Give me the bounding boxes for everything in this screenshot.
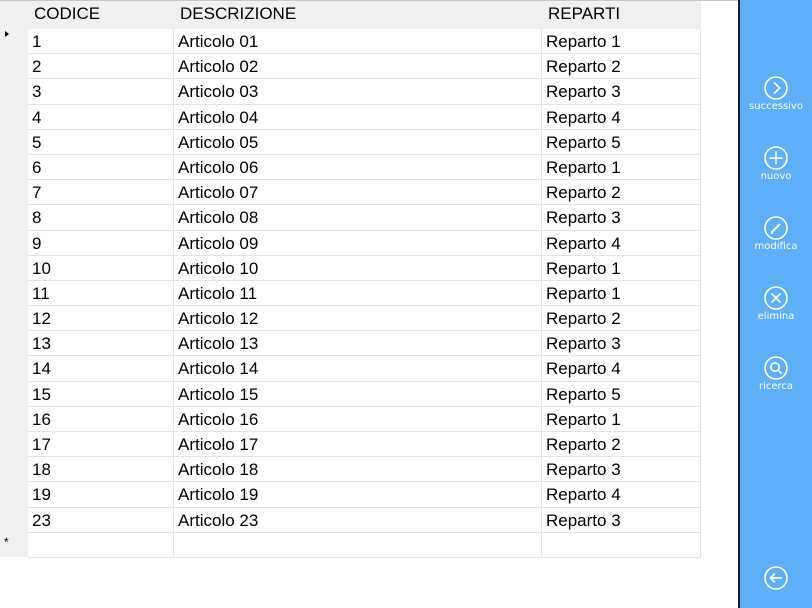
cell-codice[interactable]: 18: [28, 457, 174, 481]
table-row[interactable]: [28, 79, 701, 104]
elimina-label: elimina: [757, 311, 795, 322]
table-row[interactable]: [28, 205, 701, 230]
successivo-button[interactable]: [740, 75, 812, 112]
table-row[interactable]: [28, 130, 701, 155]
table-row[interactable]: [28, 306, 701, 331]
nuovo-label: nuovo: [760, 171, 792, 182]
cell-codice[interactable]: 9: [28, 231, 174, 255]
table-row[interactable]: [28, 155, 701, 180]
cell-reparto[interactable]: Reparto 2: [542, 54, 701, 78]
cell-descrizione[interactable]: Articolo 08: [174, 205, 542, 229]
cell-descrizione[interactable]: Articolo 07: [174, 180, 542, 204]
cell-reparto[interactable]: Reparto 1: [542, 256, 701, 280]
successivo-label: successivo: [749, 101, 803, 112]
cell-reparto[interactable]: Reparto 3: [542, 331, 701, 355]
cell-codice[interactable]: 4: [28, 105, 174, 129]
table-row[interactable]: [28, 508, 701, 533]
table-row[interactable]: [28, 29, 701, 54]
cell-codice[interactable]: 14: [28, 356, 174, 380]
cell-reparto[interactable]: Reparto 1: [542, 281, 701, 305]
cell-descrizione[interactable]: Articolo 06: [174, 155, 542, 179]
grid-body: [28, 29, 701, 558]
cell-reparto[interactable]: Reparto 3: [542, 508, 701, 532]
cell-reparto[interactable]: Reparto 3: [542, 79, 701, 103]
arrow-left-circle-icon: [763, 565, 789, 591]
cell-reparto[interactable]: Reparto 1: [542, 407, 701, 431]
pencil-circle-icon: [763, 215, 789, 241]
table-row[interactable]: [28, 432, 701, 457]
modifica-label: modifica: [754, 241, 798, 252]
new-row[interactable]: [28, 533, 701, 558]
cell-descrizione[interactable]: Articolo 17: [174, 432, 542, 456]
cell-reparto[interactable]: Reparto 4: [542, 356, 701, 380]
grid-header: [28, 1, 701, 29]
elimina-button[interactable]: [740, 285, 812, 322]
cell-reparto[interactable]: Reparto 2: [542, 306, 701, 330]
table-row[interactable]: [28, 231, 701, 256]
cell-codice[interactable]: 12: [28, 306, 174, 330]
column-header-reparti[interactable]: REPARTI: [548, 4, 621, 23]
cell-descrizione-new[interactable]: [174, 533, 542, 557]
cell-codice[interactable]: 16: [28, 407, 174, 431]
ricerca-button[interactable]: [740, 355, 812, 392]
cell-descrizione[interactable]: Articolo 10: [174, 256, 542, 280]
column-header-descrizione[interactable]: DESCRIZIONE: [180, 4, 297, 23]
cell-codice[interactable]: 8: [28, 205, 174, 229]
cell-codice[interactable]: 11: [28, 281, 174, 305]
table-row[interactable]: [28, 256, 701, 281]
plus-circle-icon: [763, 145, 789, 171]
cell-reparto[interactable]: Reparto 4: [542, 482, 701, 506]
cell-descrizione[interactable]: Articolo 23: [174, 508, 542, 532]
cell-reparto[interactable]: Reparto 3: [542, 205, 701, 229]
table-row[interactable]: [28, 356, 701, 381]
cell-reparto-new[interactable]: [542, 533, 701, 557]
cell-descrizione[interactable]: Articolo 04: [174, 105, 542, 129]
cell-codice[interactable]: 23: [28, 508, 174, 532]
table-row[interactable]: [28, 54, 701, 79]
cell-reparto[interactable]: Reparto 2: [542, 432, 701, 456]
cell-codice[interactable]: 17: [28, 432, 174, 456]
table-row[interactable]: [28, 382, 701, 407]
action-sidebar: [738, 0, 812, 608]
cell-codice[interactable]: 13: [28, 331, 174, 355]
cell-reparto[interactable]: Reparto 5: [542, 130, 701, 154]
cell-codice-new[interactable]: [28, 533, 174, 557]
cell-descrizione[interactable]: Articolo 05: [174, 130, 542, 154]
x-circle-icon: [763, 285, 789, 311]
modifica-button[interactable]: [740, 215, 812, 252]
table-row[interactable]: [28, 180, 701, 205]
nuovo-button[interactable]: [740, 145, 812, 182]
cell-codice[interactable]: 2: [28, 54, 174, 78]
cell-descrizione[interactable]: Articolo 01: [174, 29, 542, 53]
table-row[interactable]: [28, 331, 701, 356]
cell-codice[interactable]: 7: [28, 180, 174, 204]
table-row[interactable]: [28, 457, 701, 482]
search-circle-icon: [763, 355, 789, 381]
cell-codice[interactable]: 5: [28, 130, 174, 154]
cell-codice[interactable]: 19: [28, 482, 174, 506]
cell-descrizione[interactable]: Articolo 14: [174, 356, 542, 380]
cell-reparto[interactable]: Reparto 5: [542, 382, 701, 406]
table-row[interactable]: [28, 281, 701, 306]
cell-descrizione[interactable]: Articolo 15: [174, 382, 542, 406]
table-row[interactable]: [28, 482, 701, 507]
cell-codice[interactable]: 1: [28, 29, 174, 53]
cell-descrizione[interactable]: Articolo 18: [174, 457, 542, 481]
cell-reparto[interactable]: Reparto 4: [542, 105, 701, 129]
ricerca-label: ricerca: [758, 381, 794, 392]
back-button[interactable]: [740, 565, 812, 591]
cell-reparto[interactable]: Reparto 1: [542, 155, 701, 179]
cell-descrizione[interactable]: Articolo 16: [174, 407, 542, 431]
cell-codice[interactable]: 3: [28, 79, 174, 103]
cell-descrizione[interactable]: Articolo 02: [174, 54, 542, 78]
cell-descrizione[interactable]: Articolo 11: [174, 281, 542, 305]
cell-reparto[interactable]: Reparto 1: [542, 29, 701, 53]
cell-descrizione[interactable]: Articolo 19: [174, 482, 542, 506]
row-header-column: [0, 1, 28, 557]
table-row[interactable]: [28, 105, 701, 130]
table-row[interactable]: [28, 407, 701, 432]
cell-descrizione[interactable]: Articolo 09: [174, 231, 542, 255]
cell-descrizione[interactable]: Articolo 12: [174, 306, 542, 330]
cell-codice[interactable]: 10: [28, 256, 174, 280]
new-row-marker: *: [4, 535, 9, 549]
current-row-indicator-icon: [5, 31, 9, 37]
column-header-codice[interactable]: CODICE: [34, 4, 101, 23]
chevron-right-circle-icon: [763, 75, 789, 101]
cell-codice[interactable]: 6: [28, 155, 174, 179]
cell-reparto[interactable]: Reparto 4: [542, 231, 701, 255]
cell-reparto[interactable]: Reparto 3: [542, 457, 701, 481]
grid-header-filler: [701, 1, 738, 29]
cell-descrizione[interactable]: Articolo 03: [174, 79, 542, 103]
cell-descrizione[interactable]: Articolo 13: [174, 331, 542, 355]
cell-reparto[interactable]: Reparto 2: [542, 180, 701, 204]
cell-codice[interactable]: 15: [28, 382, 174, 406]
